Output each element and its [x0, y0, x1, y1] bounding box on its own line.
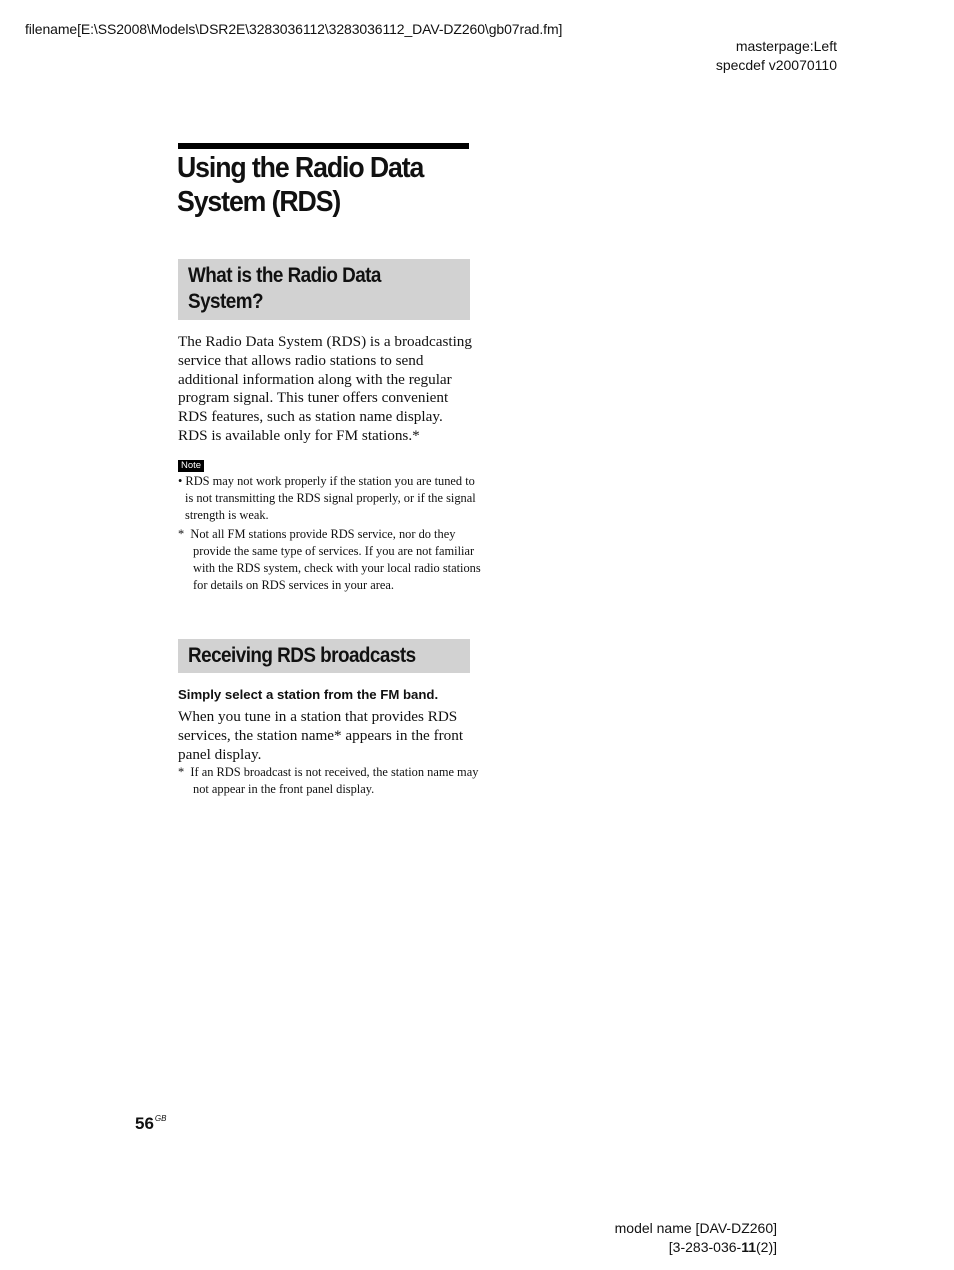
section-heading-what-is-rds	[178, 259, 470, 320]
section-heading-text: What is the Radio Data System?	[188, 264, 381, 313]
page-title: Using the Radio Data System (RDS)	[177, 152, 424, 218]
title-rule	[178, 143, 469, 149]
page-number-value: 56	[135, 1114, 154, 1133]
model-info	[615, 1219, 777, 1257]
specdef-label: specdef v20070110	[715, 57, 837, 73]
model-name: model name [DAV-DZ260]	[614, 1220, 777, 1236]
part-number	[615, 1238, 777, 1257]
filename-header: filename[E:\SS2008\Models\DSR2E\3283036112\3283036112_DAV-DZ260\gb07rad.fm]	[25, 21, 563, 37]
intro-paragraph: The Radio Data System (RDS) is a broadcasting service that allows radio stations to send additional information along with the regular program signal. This tuner offers convenient RDS features, such as station name display. RDS is available only for FM stations.*	[178, 333, 472, 444]
note-item: • RDS may not work properly if the station you are tuned to is not transmitting the RDS signal properly, or if the signal strength is weak.	[178, 474, 476, 522]
page-number	[135, 1114, 166, 1134]
footnote: * Not all FM stations provide RDS service, nor do they provide the same type of services. If you are not familiar with the RDS system, check with your local radio stations for details on RDS services in your area.	[178, 527, 481, 592]
masterpage-label: masterpage:Left	[735, 38, 837, 54]
note-label: Note	[178, 460, 204, 472]
masterpage-info	[716, 37, 837, 75]
section-heading-text: Receiving RDS broadcasts	[188, 644, 416, 667]
instruction-step: Simply select a station from the FM band.	[178, 687, 439, 702]
part-number-revision: 11	[741, 1239, 756, 1255]
page-number-suffix: GB	[154, 1114, 167, 1123]
footnote: * If an RDS broadcast is not received, the station name may not appear in the front panel display.	[178, 765, 479, 796]
section-heading-receiving-rds	[178, 639, 470, 673]
part-number-suffix: (2)]	[756, 1239, 777, 1255]
part-number-prefix: [3-283-036-	[668, 1239, 742, 1255]
rds-paragraph: When you tune in a station that provides RDS services, the station name* appears in the front panel display.	[178, 708, 464, 763]
